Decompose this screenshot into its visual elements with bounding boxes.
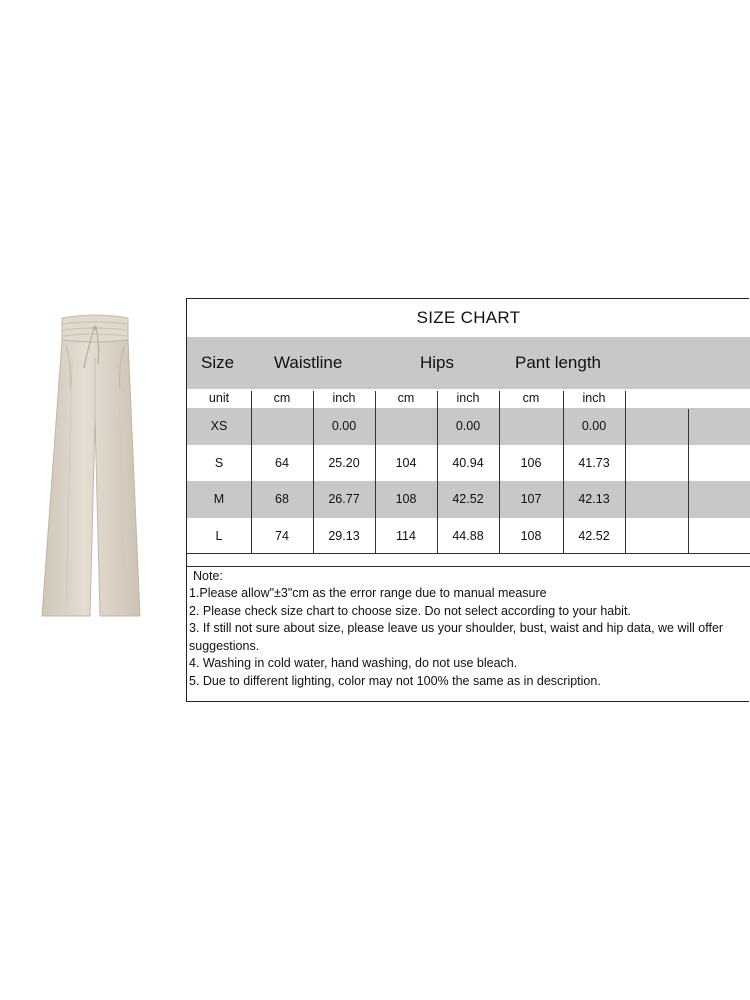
- size-cell: XS: [210, 419, 228, 433]
- size-cell: M: [213, 492, 225, 506]
- grid-line: [251, 391, 252, 554]
- value-cell: 108: [395, 492, 417, 506]
- value-cell: 108: [520, 529, 542, 543]
- header-pant-length: Pant length: [515, 353, 602, 372]
- wide-leg-pants-icon: [0, 298, 186, 702]
- note-item: 5. Due to different lighting, color may not 100% the same as in description.: [189, 674, 601, 688]
- product-image: [0, 298, 186, 702]
- value-cell: 44.88: [452, 529, 484, 543]
- grid-line: [563, 391, 564, 554]
- value-cell: 107: [520, 492, 542, 506]
- value-cell: 25.20: [328, 456, 360, 470]
- value-cell: 104: [395, 456, 417, 470]
- size-chart: [186, 298, 749, 702]
- grid-line: [187, 553, 750, 554]
- table-row: [187, 408, 750, 445]
- value-cell: 26.77: [328, 492, 360, 506]
- value-cell: 41.73: [578, 456, 610, 470]
- size-cell: S: [214, 456, 224, 470]
- value-cell: 64: [275, 456, 289, 470]
- value-cell: 29.13: [328, 529, 360, 543]
- value-cell: 68: [275, 492, 289, 506]
- note-item: 4. Washing in cold water, hand washing, do not use bleach.: [189, 656, 518, 670]
- table-row: [187, 481, 750, 518]
- header-waistline: Waistline: [274, 353, 343, 372]
- notes-section: [187, 567, 750, 701]
- header-hips: Hips: [420, 353, 455, 372]
- grid-line: [625, 391, 626, 554]
- value-cell: 0.00: [581, 419, 607, 433]
- value-cell: 0.00: [455, 419, 481, 433]
- unit-cell: cm: [397, 391, 415, 405]
- grid-line: [313, 391, 314, 554]
- chart-title: SIZE CHART: [416, 308, 521, 327]
- size-cell: L: [215, 529, 223, 543]
- note-item: 3. If still not sure about size, please leave us your shoulder, bust, waist and hip data, we will offer suggestions.: [189, 621, 724, 653]
- unit-label: unit: [208, 391, 230, 405]
- value-cell: 106: [520, 456, 542, 470]
- value-cell: 42.52: [452, 492, 484, 506]
- unit-cell: inch: [456, 391, 480, 405]
- value-cell: 0.00: [331, 419, 357, 433]
- value-cell: 74: [275, 529, 289, 543]
- grid-line: [375, 391, 376, 554]
- value-cell: 114: [396, 529, 416, 543]
- grid-line: [499, 391, 500, 554]
- table-row: [187, 518, 750, 554]
- unit-cell: cm: [522, 391, 540, 405]
- value-cell: 42.13: [578, 492, 610, 506]
- header-row: [187, 337, 750, 389]
- header-size: Size: [201, 353, 235, 372]
- note-item: 2. Please check size chart to choose size. Do not select according to your habit.: [189, 604, 631, 618]
- note-item: 1.Please allow"±3"cm as the error range due to manual measure: [189, 586, 547, 600]
- unit-cell: cm: [273, 391, 291, 405]
- grid-line: [688, 409, 689, 554]
- units-row: [187, 389, 750, 408]
- value-cell: 40.94: [452, 456, 484, 470]
- unit-cell: inch: [332, 391, 356, 405]
- unit-cell: inch: [582, 391, 606, 405]
- notes-heading: Note:: [193, 569, 223, 583]
- table-row: [187, 445, 750, 481]
- grid-line: [437, 391, 438, 554]
- value-cell: 42.52: [578, 529, 610, 543]
